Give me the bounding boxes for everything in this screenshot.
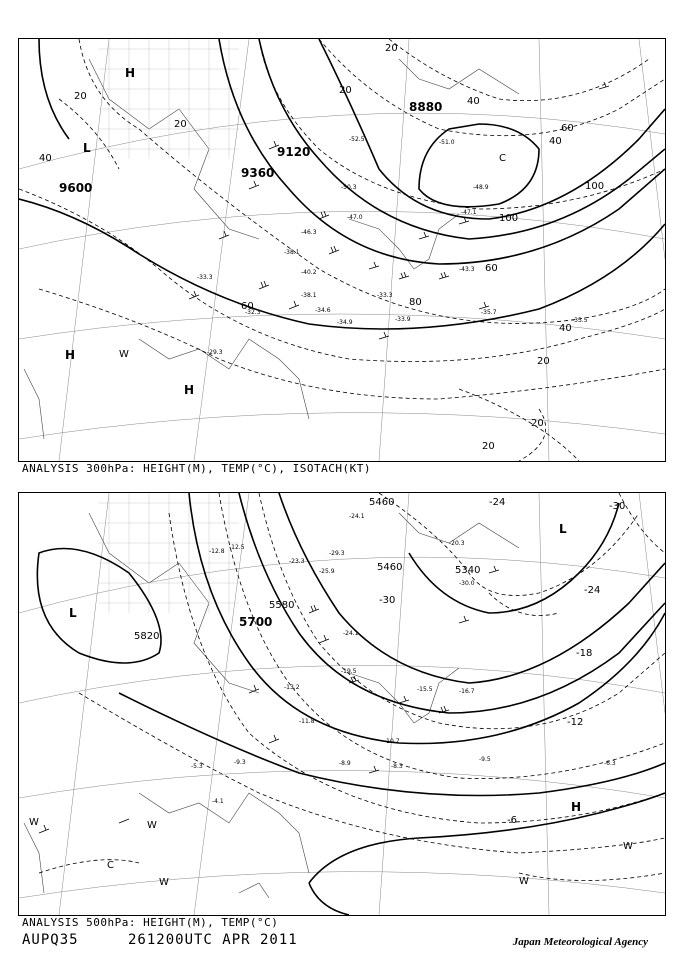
height-label: 5820 (134, 631, 160, 642)
station-temp: -43.3 (459, 266, 475, 273)
isotach-label: 60 (241, 301, 254, 312)
station-temp: -33.3 (197, 274, 213, 281)
height-contours-500 (37, 493, 665, 915)
station-temp: -12.5 (229, 544, 245, 551)
height-label: 5460 (377, 562, 403, 573)
valid-time: 261200UTC APR 2011 (128, 932, 298, 948)
station-temp: -20.3 (449, 540, 465, 547)
map-panel-500hpa (18, 492, 666, 916)
isotach-label: 80 (409, 297, 422, 308)
isotach-label: 40 (549, 136, 562, 147)
station-temp: -50.3 (341, 184, 357, 191)
station-temp: -32.3 (245, 309, 261, 316)
warm-center-label: W (623, 841, 633, 852)
chart-id: AUPQ35 (22, 932, 79, 948)
isotachs-300 (19, 39, 665, 461)
station-temp: -19.5 (341, 668, 357, 675)
isotherm-label: -24 (584, 585, 601, 596)
height-label: 9600 (59, 181, 93, 195)
isotach-label: 40 (39, 153, 52, 164)
cold-center-label: C (499, 153, 506, 164)
isotach-label: 100 (585, 181, 605, 192)
warm-center-label: W (519, 876, 529, 887)
isotherm-label: -12 (567, 717, 584, 728)
warm-center-label: W (29, 817, 39, 828)
low-center-label: L (559, 522, 567, 536)
isotach-label: 40 (559, 323, 572, 334)
high-center-label: H (184, 383, 195, 397)
height-label: 5700 (239, 615, 273, 629)
station-temp: -47.1 (461, 209, 477, 216)
station-temp: -48.9 (473, 184, 489, 191)
map-500hpa-svg (19, 493, 665, 915)
station-temp: -23.3 (289, 558, 305, 565)
station-temp: -29.3 (207, 349, 223, 356)
isotach-label: 20 (482, 441, 495, 452)
warm-center-label: W (159, 877, 169, 888)
isotherm-label: -6 (507, 815, 517, 826)
caption-500hpa: ANALYSIS 500hPa: HEIGHT(M), TEMP(°C) (22, 916, 279, 929)
isotherm-label: -18 (576, 648, 593, 659)
warm-center-label: W (119, 349, 129, 360)
station-temp: -47.0 (347, 214, 363, 221)
station-temp: -9.5 (479, 756, 491, 763)
station-temp: -51.0 (439, 139, 455, 146)
station-temp: -40.2 (301, 269, 317, 276)
station-temp: -6.3 (604, 760, 616, 767)
station-temp: -34.6 (315, 307, 331, 314)
station-temp: -46.3 (301, 229, 317, 236)
high-center-label: H (571, 800, 582, 814)
height-label: 5460 (369, 497, 395, 508)
isotherm-label: -24 (489, 497, 506, 508)
station-temp: -8.9 (339, 760, 351, 767)
map-panel-300hpa (18, 38, 666, 462)
station-temp: -35.7 (481, 309, 497, 316)
warm-center-label: W (147, 820, 157, 831)
coastlines-500 (24, 513, 519, 898)
station-temp: -38.1 (301, 292, 317, 299)
station-temp: -33.5 (572, 317, 588, 324)
map-300hpa-svg (19, 39, 665, 461)
station-temp: -29.3 (329, 550, 345, 557)
height-label: 5580 (269, 600, 295, 611)
station-temp: -5.3 (191, 763, 203, 770)
agency-name: Japan Meteorological Agency (512, 936, 648, 948)
station-temp: -16.7 (459, 688, 475, 695)
station-temp: -33.9 (395, 316, 411, 323)
cold-center-label: C (107, 860, 114, 871)
low-center-label: L (69, 606, 77, 620)
station-temp: -52.5 (349, 136, 365, 143)
station-temp: -33.3 (377, 292, 393, 299)
isotach-label: 20 (339, 85, 352, 96)
isotach-label: 20 (74, 91, 87, 102)
station-temp: -8.3 (391, 763, 403, 770)
station-temp: -24.1 (343, 630, 359, 637)
temp-labels-500 (379, 497, 625, 826)
isotherms-500 (39, 493, 665, 881)
isotach-label: 20 (531, 418, 544, 429)
isotach-label: 20 (174, 119, 187, 130)
low-center-label: L (83, 141, 91, 155)
pressure-centers-500 (29, 522, 633, 888)
high-center-label: H (65, 348, 76, 362)
height-label: 5340 (455, 565, 481, 576)
height-label: 9360 (241, 166, 275, 180)
sparse-grid-300 (99, 39, 239, 159)
height-labels-300 (59, 100, 442, 195)
station-temp: -12.8 (209, 548, 225, 555)
station-temp: -10.7 (384, 738, 400, 745)
station-temp: -25.9 (319, 568, 335, 575)
isotach-label: 20 (537, 356, 550, 367)
station-temp: -38.1 (284, 249, 300, 256)
station-temp: -11.8 (299, 718, 315, 725)
height-label: 8880 (409, 100, 443, 114)
isotach-label: 60 (485, 263, 498, 274)
graticule-300 (19, 39, 665, 461)
station-temp: -24.1 (349, 513, 365, 520)
isotach-label: 100 (499, 213, 519, 224)
station-temp: -30.0 (459, 580, 475, 587)
isotherm-label: -30 (609, 501, 626, 512)
station-temp: -9.3 (234, 759, 246, 766)
station-temp: -4.1 (212, 798, 224, 805)
isotach-label: 20 (385, 43, 398, 54)
isotach-label: 60 (561, 123, 574, 134)
isotach-label: 40 (467, 96, 480, 107)
station-temp: -13.2 (284, 684, 300, 691)
high-center-label: H (125, 66, 136, 80)
isotherm-label: -30 (379, 595, 396, 606)
coastlines-300 (24, 59, 519, 439)
station-temp: -34.9 (337, 319, 353, 326)
height-label: 9120 (277, 145, 311, 159)
station-temp: -15.5 (417, 686, 433, 693)
height-labels-500 (134, 497, 480, 642)
caption-300hpa: ANALYSIS 300hPa: HEIGHT(M), TEMP(°C), ISOTACH(KT) (22, 462, 372, 475)
